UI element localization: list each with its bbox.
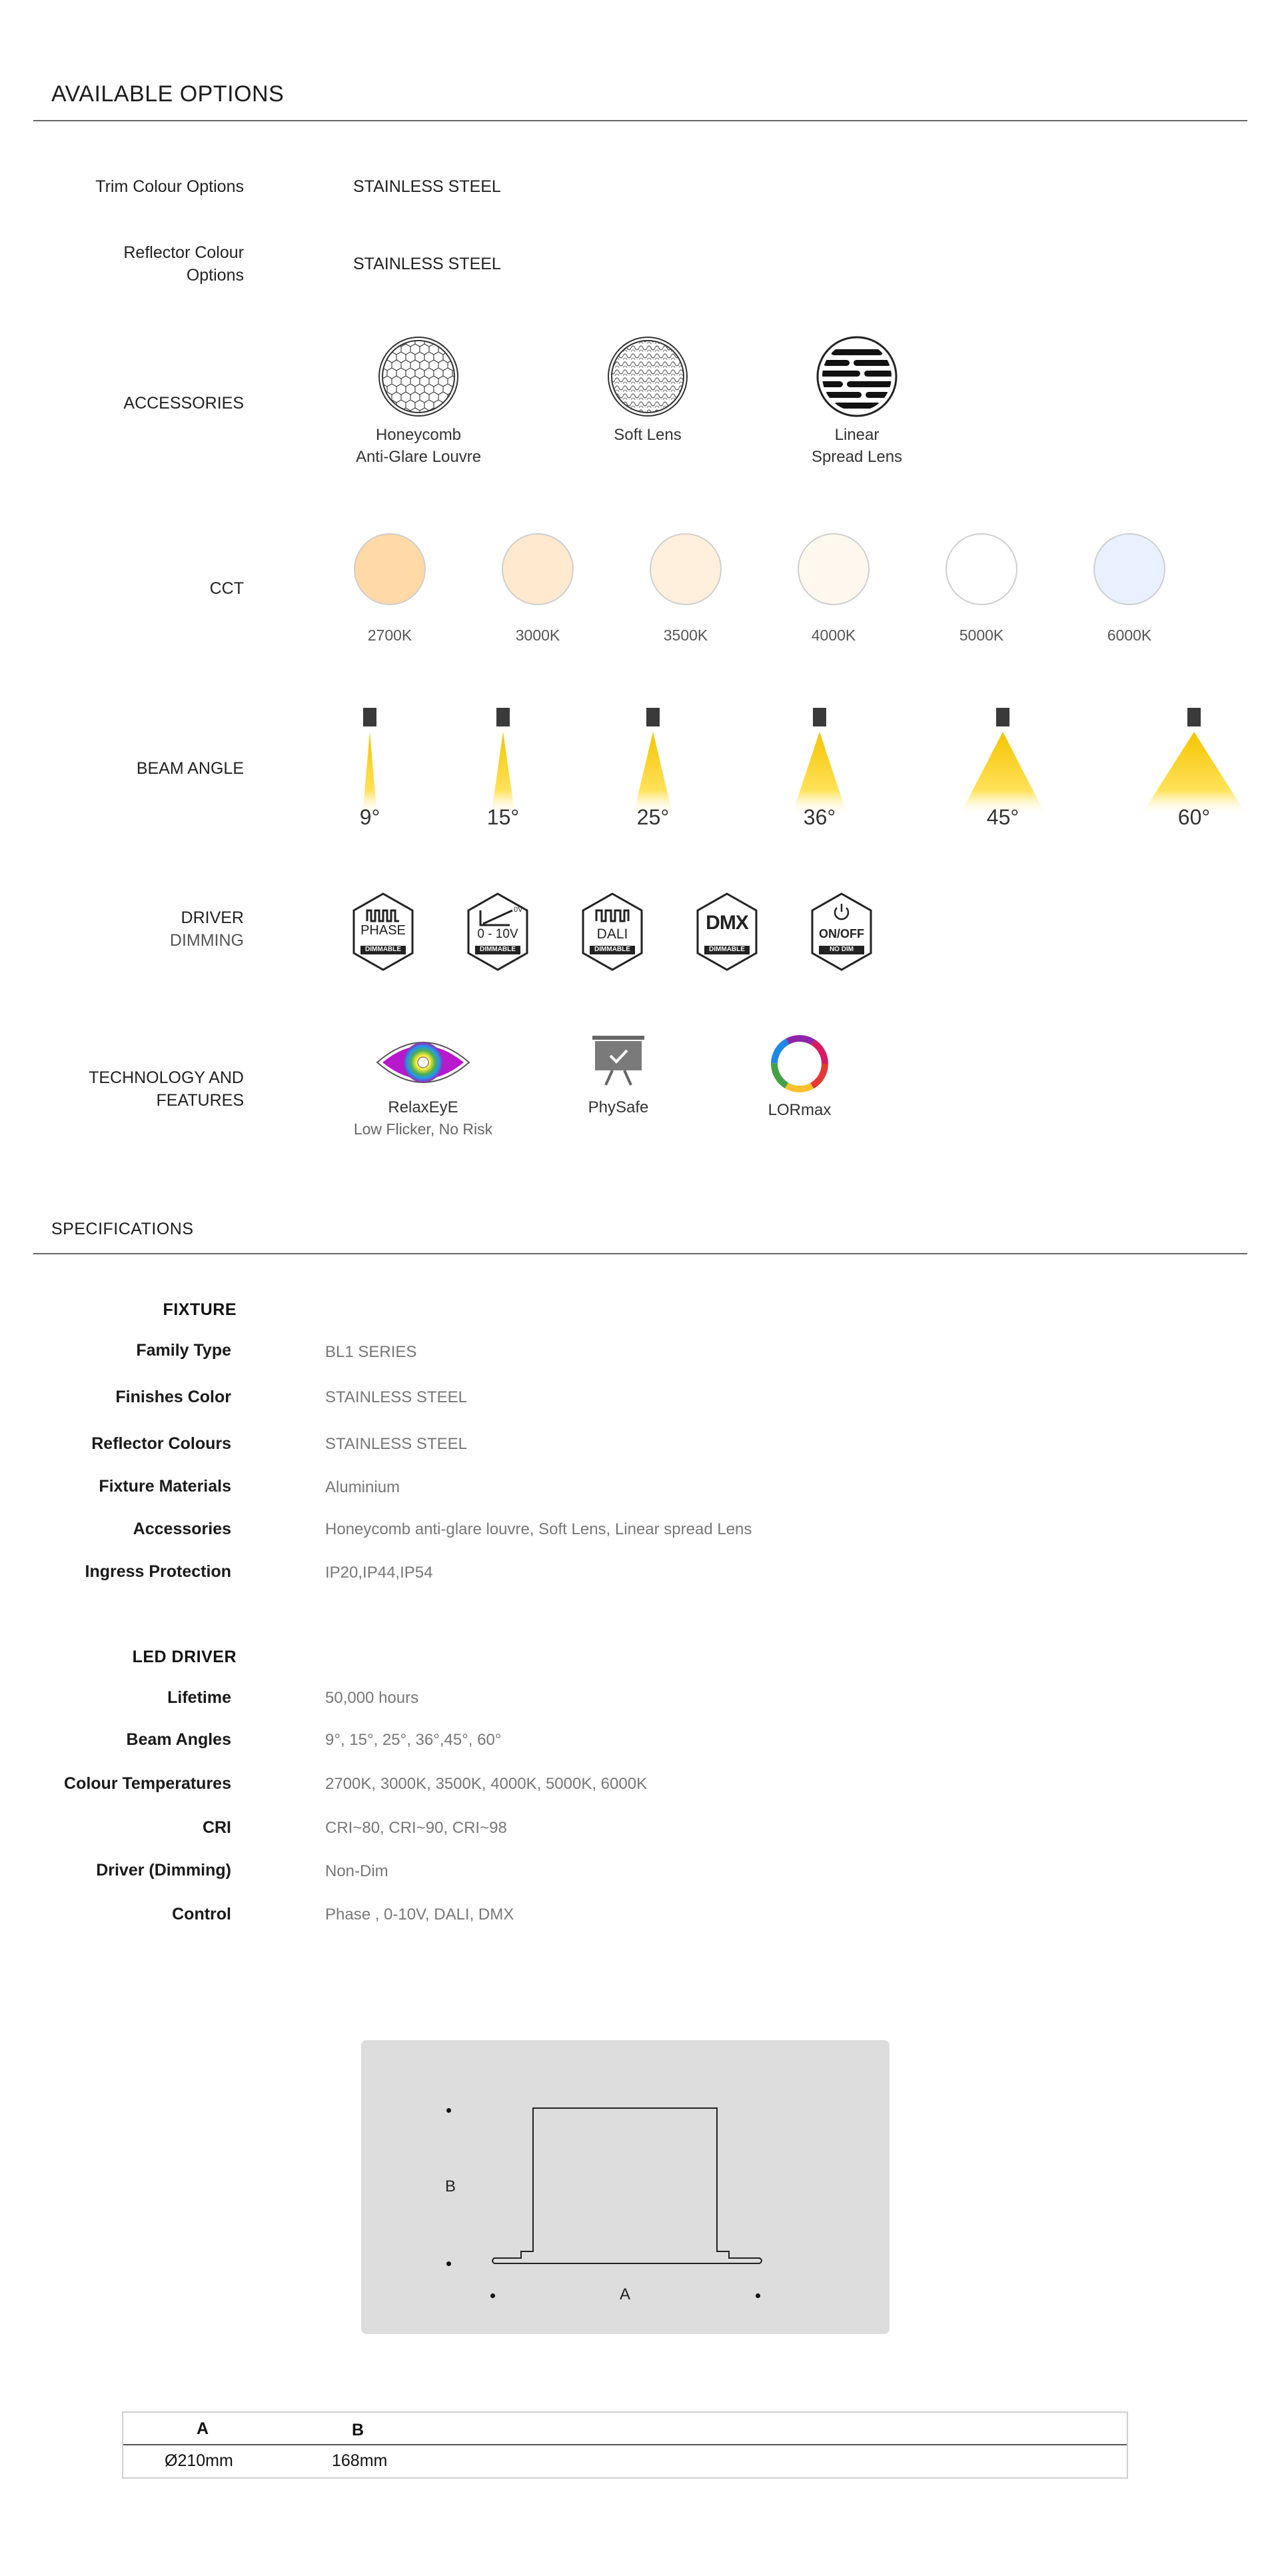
tech-name: RelaxEyE <box>388 1098 458 1116</box>
spec-value: 9°, 15°, 25°, 36°,45°, 60° <box>325 1731 502 1749</box>
spec-label: Driver (Dimming) <box>96 1861 231 1880</box>
dimension-marker <box>446 2108 451 2113</box>
dimension-marker <box>446 2261 451 2266</box>
cct-value: 3000K <box>515 627 560 644</box>
cct-value: 2700K <box>367 627 412 644</box>
driver-sub: DIMMABLE <box>365 946 401 953</box>
beam-angle-value: 45° <box>986 805 1019 829</box>
driver-dali <box>580 892 644 975</box>
beam-25-graphic <box>610 708 696 818</box>
beam-36deg <box>766 708 873 834</box>
cct-swatch <box>354 533 426 605</box>
spec-label: Accessories <box>133 1520 231 1538</box>
driver-dimming-label <box>32 906 244 952</box>
spec-label: Colour Temperatures <box>64 1774 231 1793</box>
trim-colour-value: STAINLESS STEEL <box>353 177 501 196</box>
dimension-label-b: B <box>445 2177 456 2195</box>
cct-swatch <box>502 533 574 605</box>
accessory-caption-line2: Anti-Glare Louvre <box>355 448 482 466</box>
beam-45deg <box>940 708 1066 834</box>
spec-label: Family Type <box>136 1341 231 1360</box>
cct-3000k <box>494 533 581 644</box>
beam-25deg <box>610 708 696 834</box>
cct-swatch <box>798 533 870 605</box>
cct-2700k <box>346 533 433 644</box>
reflector-colour-label-line1: Reflector Colour <box>123 243 244 262</box>
beam-angle-value: 60° <box>1177 805 1211 829</box>
driver-sub: NO DIM <box>829 946 854 953</box>
spec-label: Lifetime <box>167 1688 231 1707</box>
trim-colour-label: Trim Colour Options <box>95 177 244 196</box>
beam-angle-value: 25° <box>636 805 670 829</box>
table-cell-a: Ø210mm <box>165 2451 233 2470</box>
beam-9deg <box>335 708 404 834</box>
beam-angle-value: 9° <box>359 805 380 829</box>
beam-45-graphic <box>940 708 1066 818</box>
driver-sub: DIMMABLE <box>709 946 745 953</box>
driver-label-line2: DIMMING <box>169 931 244 950</box>
beam-36-graphic <box>766 708 873 818</box>
accessory-caption-line1: Soft Lens <box>614 426 682 444</box>
driver-name: PHASE <box>360 923 406 938</box>
table-header-b: B <box>352 2421 364 2439</box>
dimension-label-a: A <box>620 2285 631 2303</box>
spec-label: Reflector Colours <box>91 1434 231 1453</box>
dimensions-table <box>122 2411 1128 2479</box>
cct-6000k <box>1086 533 1173 644</box>
technology-label-line1: TECHNOLOGY AND <box>89 1068 244 1087</box>
tech-sub: Low Flicker, No Risk <box>353 1120 493 1138</box>
tech-relaxeye <box>343 1032 503 1140</box>
spec-label: Fixture Materials <box>99 1477 231 1496</box>
accessories-label: ACCESSORIES <box>123 394 244 413</box>
spec-value: 2700K, 3000K, 3500K, 4000K, 5000K, 6000K <box>325 1775 648 1793</box>
section-divider <box>33 1253 1247 1254</box>
cct-swatch <box>1093 533 1165 605</box>
relaxeye-icon <box>373 1032 473 1093</box>
driver-label-line1: DRIVER <box>181 908 244 927</box>
tech-lormax <box>720 1032 880 1121</box>
driver-phase <box>351 892 415 975</box>
spec-label: Control <box>172 1905 231 1924</box>
cct-value: 6000K <box>1107 627 1152 644</box>
cct-3500k <box>642 533 729 644</box>
tech-name: LORmax <box>768 1101 832 1119</box>
accessory-soft-lens <box>568 336 728 446</box>
spec-label: Finishes Color <box>115 1388 231 1406</box>
driver-name: DALI <box>596 926 628 942</box>
dimension-marker <box>490 2293 495 2298</box>
spec-label: Ingress Protection <box>85 1562 231 1581</box>
beam-60deg <box>1127 708 1261 834</box>
spec-value: IP20,IP44,IP54 <box>325 1564 433 1582</box>
spec-value: Aluminium <box>325 1478 400 1496</box>
beam-angle-value: 36° <box>803 805 836 829</box>
lormax-icon <box>768 1032 832 1096</box>
section-divider <box>33 120 1247 121</box>
table-cell-b: 168mm <box>332 2451 388 2470</box>
spec-value: Phase , 0-10V, DALI, DMX <box>325 1906 514 1924</box>
beam-angle-value: 15° <box>486 805 520 829</box>
tech-physafe <box>538 1032 698 1118</box>
linear-spread-lens-icon <box>816 336 898 417</box>
led-driver-heading: LED DRIVER <box>132 1648 237 1666</box>
driver-name: ON/OFF <box>819 927 864 940</box>
tech-name: PhySafe <box>588 1098 649 1116</box>
accessory-caption-line1: Honeycomb <box>375 426 462 444</box>
spec-value: STAINLESS STEEL <box>325 1388 467 1406</box>
reflector-colour-label-line2: Options <box>186 266 244 285</box>
cct-value: 3500K <box>663 627 708 644</box>
spec-value: Non-Dim <box>325 1862 388 1880</box>
physafe-icon <box>588 1032 648 1093</box>
accessory-caption-line1: Linear <box>834 426 880 444</box>
available-options-title: AVAILABLE OPTIONS <box>51 81 285 107</box>
cct-label: CCT <box>209 579 244 598</box>
cct-4000k <box>790 533 877 644</box>
technology-label <box>32 1066 244 1112</box>
soft-lens-icon <box>607 336 688 417</box>
driver-on-off <box>810 892 874 975</box>
cct-5000k <box>938 533 1025 644</box>
spec-label: CRI <box>202 1818 231 1837</box>
driver-sub: DIMMABLE <box>480 946 516 953</box>
spec-value: BL1 SERIES <box>325 1343 417 1361</box>
table-header-divider <box>123 2444 1127 2445</box>
accessory-caption-line2: Spread Lens <box>811 448 903 466</box>
spec-value: Honeycomb anti-glare louvre, Soft Lens, Linear spread Lens <box>325 1520 752 1538</box>
spec-value: 50,000 hours <box>325 1689 419 1707</box>
fixture-heading: FIXTURE <box>163 1300 237 1319</box>
svg-text:0V: 0V <box>514 906 523 914</box>
beam-15deg <box>466 708 540 834</box>
reflector-colour-label <box>32 241 244 287</box>
dimension-marker <box>756 2293 760 2298</box>
beam-15-graphic <box>466 708 540 818</box>
honeycomb-louvre-icon <box>378 336 459 417</box>
dimension-diagram <box>361 2040 890 2334</box>
driver-name: 0 - 10V <box>477 927 518 941</box>
beam-9-graphic <box>335 708 404 818</box>
reflector-colour-value: STAINLESS STEEL <box>353 255 501 273</box>
cct-swatch <box>650 533 722 605</box>
specifications-title: SPECIFICATIONS <box>51 1220 194 1238</box>
accessory-linear-spread-lens <box>777 336 937 468</box>
beam-60-graphic <box>1127 708 1261 818</box>
driver-dmx <box>695 892 759 975</box>
spec-label: Beam Angles <box>126 1730 231 1749</box>
driver-name: DMX <box>706 912 748 934</box>
accessory-honeycomb <box>338 336 498 468</box>
cct-swatch <box>946 533 1017 605</box>
cct-value: 4000K <box>811 627 856 644</box>
driver-0-10v <box>466 892 530 975</box>
cct-value: 5000K <box>959 627 1004 644</box>
technology-label-line2: FEATURES <box>156 1091 244 1110</box>
driver-sub: DIMMABLE <box>594 946 630 953</box>
table-header-a: A <box>197 2419 209 2438</box>
spec-value: CRI~80, CRI~90, CRI~98 <box>325 1819 507 1837</box>
beam-angle-label: BEAM ANGLE <box>136 759 244 778</box>
spec-value: STAINLESS STEEL <box>325 1435 467 1453</box>
